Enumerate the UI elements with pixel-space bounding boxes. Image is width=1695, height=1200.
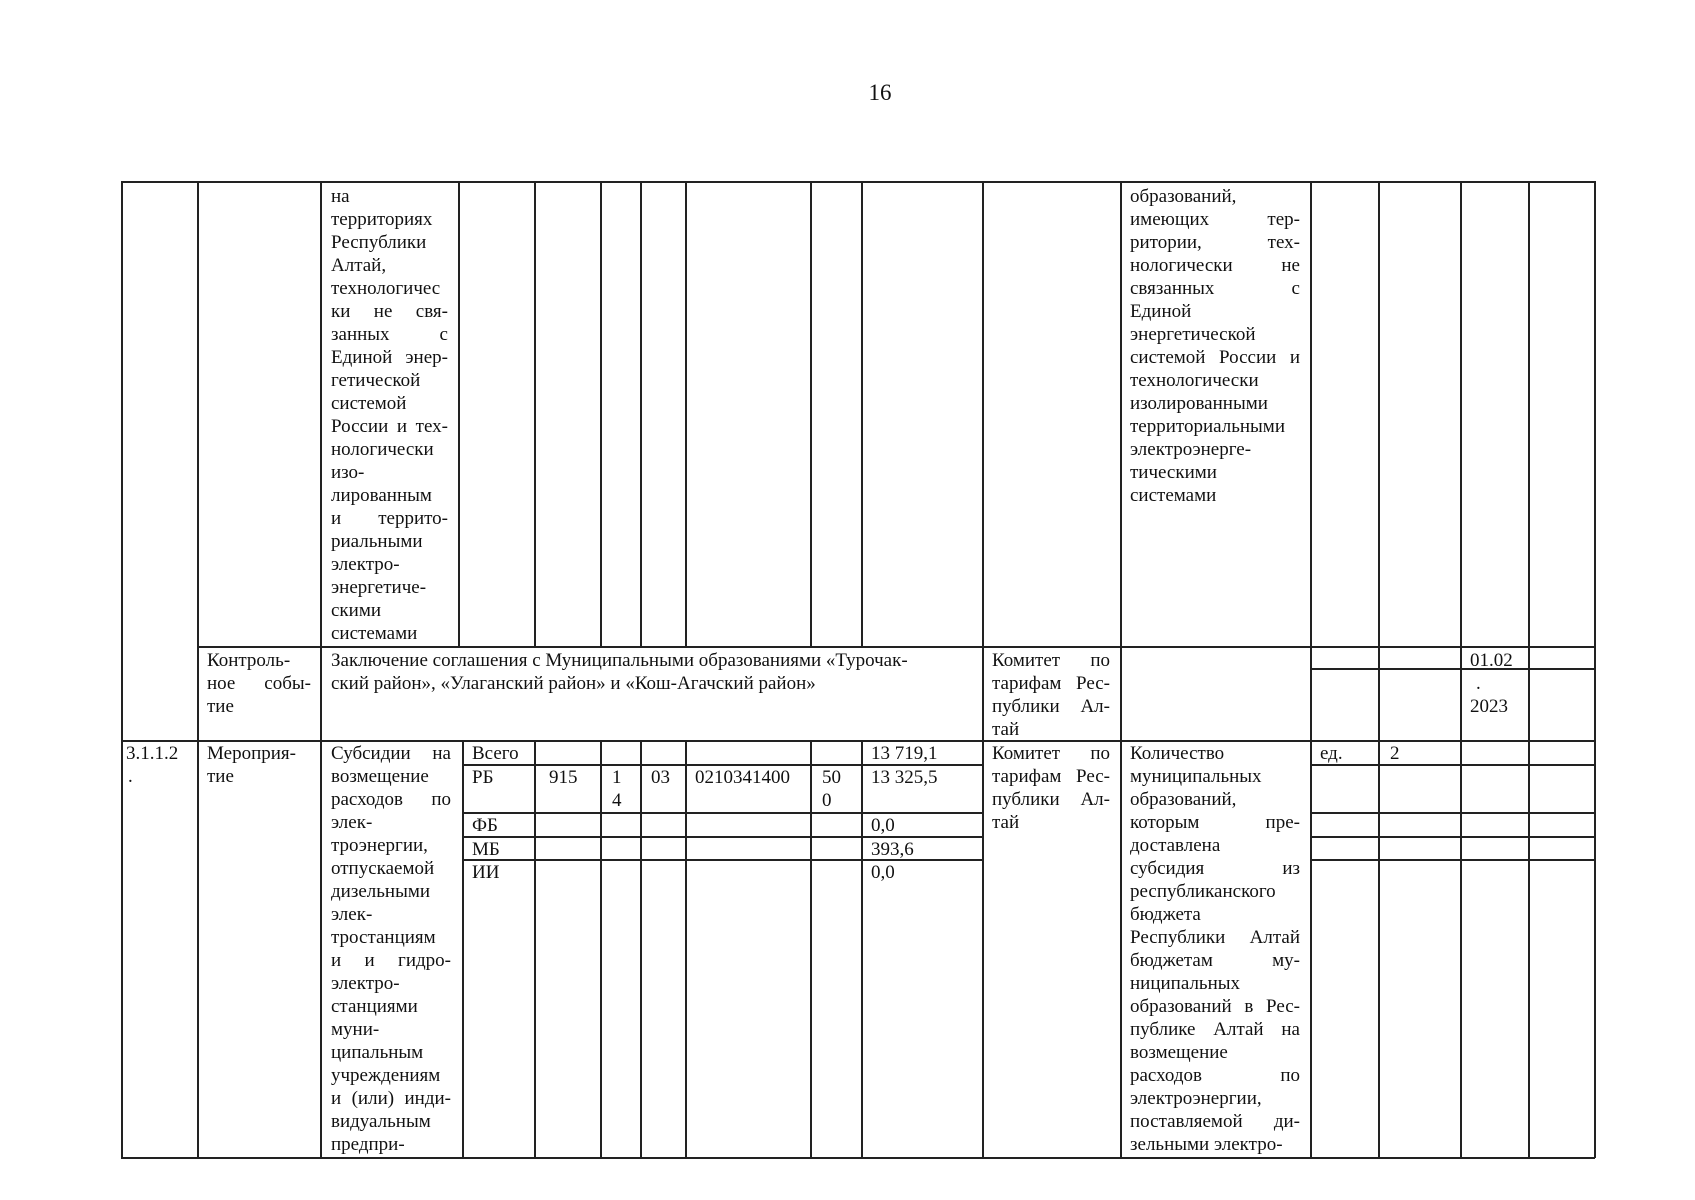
- text-line: системами: [331, 623, 418, 644]
- funding-rz: 4: [612, 790, 622, 811]
- text-line: электроэнерге-: [1130, 439, 1252, 460]
- column-divider: [600, 181, 602, 647]
- text-line: гетической: [331, 370, 421, 391]
- text-line: Республики: [331, 232, 427, 253]
- table-right-border: [1594, 181, 1596, 1158]
- column-divider: [458, 181, 460, 647]
- column-divider: [600, 740, 602, 1158]
- text-line: изолированными: [1130, 393, 1268, 414]
- funding-amount: 393,6: [871, 839, 914, 860]
- text-line: лированным: [331, 485, 432, 506]
- funding-source: Всего: [472, 743, 519, 764]
- text-line: бюджетам му-: [1130, 950, 1300, 971]
- column-divider: [640, 181, 642, 647]
- text-line: Единой: [1130, 301, 1192, 322]
- column-divider: [1378, 181, 1380, 1158]
- text-line: энергетиче-: [331, 577, 427, 598]
- text-line: станциями: [331, 996, 418, 1017]
- text-line: муни-: [331, 1019, 380, 1040]
- funding-source: МБ: [472, 839, 500, 860]
- column-divider: [462, 740, 464, 1158]
- measure-number-dot: .: [128, 766, 133, 787]
- text-line: ципальным: [331, 1042, 424, 1063]
- indicator-row-line: [1310, 764, 1595, 766]
- text-line: элек-: [331, 904, 373, 925]
- text-line: России и тех-: [331, 416, 448, 437]
- row-separator: [197, 646, 1595, 648]
- funding-vr: 0: [822, 790, 832, 811]
- measure-type: Мероприя- тие: [207, 743, 296, 787]
- text-line: дизельными: [331, 881, 431, 902]
- column-divider: [197, 181, 199, 1158]
- text-line: доставлена: [1130, 835, 1221, 856]
- funding-source: ИИ: [472, 862, 500, 883]
- funding-pr: 03: [651, 767, 670, 788]
- funding-amount: 13 325,5: [871, 767, 938, 788]
- funding-amount: 13 719,1: [871, 743, 938, 764]
- text-line: тростанциям: [331, 927, 436, 948]
- column-divider: [982, 181, 984, 1158]
- column-divider: [861, 181, 863, 647]
- column-divider: [1528, 181, 1530, 1158]
- measure-value: 2: [1390, 743, 1400, 764]
- text-line: видуальным: [331, 1111, 431, 1132]
- control-event-date-day: 01.02: [1470, 650, 1513, 671]
- text-line: предпри-: [331, 1134, 405, 1155]
- text-line: возмещение: [331, 766, 429, 787]
- indicator-row-line: [1310, 836, 1595, 838]
- measure-indicator-text: [1130, 742, 1300, 1156]
- text-line: скими: [331, 600, 382, 621]
- column-divider: [810, 740, 812, 1158]
- control-event-description: Заключение соглашения с Муниципальными образованиями «Турочак- ский район», «Улаганский район» и «Кош-Агачский район»: [331, 650, 908, 694]
- table-top-border: [121, 181, 1595, 183]
- text-line: образований,: [1130, 186, 1237, 207]
- text-line: риальными: [331, 531, 423, 552]
- funding-csr: 0210341400: [695, 767, 790, 788]
- text-line: поставляемой ди-: [1130, 1111, 1300, 1132]
- table-left-border: [121, 181, 123, 1158]
- column-divider: [1310, 181, 1312, 1158]
- column-divider: [320, 181, 322, 1158]
- text-line: зельными электро-: [1130, 1134, 1283, 1155]
- text-line: Единой энер-: [331, 347, 448, 368]
- text-line: энергетической: [1130, 324, 1256, 345]
- table-bottom-border: [121, 1157, 1595, 1159]
- measure-number: 3.1.1.2: [126, 743, 179, 764]
- text-line: и террито-: [331, 508, 448, 529]
- text-line: системой: [331, 393, 407, 414]
- column-divider: [640, 740, 642, 1158]
- indicator-row-line: [1310, 812, 1595, 814]
- funding-rz: 1: [612, 767, 622, 788]
- measure-unit: ед.: [1320, 743, 1343, 764]
- text-line: Количество: [1130, 743, 1225, 764]
- continuation-indicator-text: [1130, 185, 1300, 507]
- text-line: образований,: [1130, 789, 1237, 810]
- text-line: образований в Рес-: [1130, 996, 1300, 1017]
- text-line: системами: [1130, 485, 1217, 506]
- text-line: электро-: [331, 973, 400, 994]
- text-line: Алтай,: [331, 255, 387, 276]
- text-line: системой России и: [1130, 347, 1300, 368]
- text-line: ритории, тех-: [1130, 232, 1300, 253]
- text-line: занных с: [331, 324, 448, 345]
- text-line: технологически: [1130, 370, 1259, 391]
- text-line: троэнергии,: [331, 835, 428, 856]
- text-line: и и гидро-: [331, 950, 451, 971]
- text-line: Субсидии на: [331, 743, 451, 764]
- text-line: нологически: [331, 439, 434, 460]
- column-divider: [534, 181, 536, 647]
- control-event-date-year: 2023: [1470, 696, 1508, 717]
- text-line: электроэнергии,: [1130, 1088, 1262, 1109]
- text-line: Республики Алтай: [1130, 927, 1300, 948]
- text-line: ки не свя-: [331, 301, 448, 322]
- control-event-date-dot: .: [1476, 673, 1481, 694]
- text-line: имеющих тер-: [1130, 209, 1300, 230]
- measure-responsible: Комитет по тарифам Рес- публики Ал- тай: [992, 743, 1110, 833]
- text-line: бюджета: [1130, 904, 1201, 925]
- column-divider: [861, 740, 863, 1158]
- control-event-line: [1310, 668, 1595, 670]
- text-line: субсидия из: [1130, 858, 1300, 879]
- text-line: нологически не: [1130, 255, 1300, 276]
- text-line: расходов по: [1130, 1065, 1300, 1086]
- page-number: 16: [868, 80, 892, 105]
- text-line: республиканского: [1130, 881, 1276, 902]
- text-line: отпускаемой: [331, 858, 435, 879]
- column-divider: [1120, 181, 1122, 1158]
- control-event-type: Контроль- ное собы- тие: [207, 650, 311, 717]
- column-divider: [685, 740, 687, 1158]
- funding-grbs: 915: [549, 767, 578, 788]
- text-line: возмещение: [1130, 1042, 1228, 1063]
- column-divider: [685, 181, 687, 647]
- text-line: связанных с: [1130, 278, 1300, 299]
- text-line: изо-: [331, 462, 365, 483]
- indicator-row-line: [1310, 859, 1595, 861]
- text-line: расходов по: [331, 789, 451, 810]
- text-line: на: [331, 186, 350, 207]
- column-divider: [534, 740, 536, 1158]
- continuation-measure-name: [331, 185, 448, 645]
- text-line: ниципальных: [1130, 973, 1241, 994]
- text-line: территориальными: [1130, 416, 1285, 437]
- text-line: технологичес: [331, 278, 441, 299]
- text-line: которым пре-: [1130, 812, 1300, 833]
- measure-name: [331, 742, 451, 1156]
- funding-amount: 0,0: [871, 815, 895, 836]
- column-divider: [1460, 181, 1462, 1158]
- text-line: муниципальных: [1130, 766, 1262, 787]
- text-line: и (или) инди-: [331, 1088, 451, 1109]
- text-line: учреждениям: [331, 1065, 441, 1086]
- text-line: территориях: [331, 209, 433, 230]
- funding-vr: 50: [822, 767, 841, 788]
- funding-amount: 0,0: [871, 862, 895, 883]
- text-line: публике Алтай на: [1130, 1019, 1300, 1040]
- funding-row-line: [462, 812, 984, 814]
- text-line: элек-: [331, 812, 373, 833]
- text-line: тическими: [1130, 462, 1217, 483]
- funding-source: РБ: [472, 767, 494, 788]
- control-event-responsible: Комитет по тарифам Рес- публики Ал- тай: [992, 650, 1110, 740]
- text-line: электро-: [331, 554, 400, 575]
- funding-source: ФБ: [472, 815, 498, 836]
- column-divider: [810, 181, 812, 647]
